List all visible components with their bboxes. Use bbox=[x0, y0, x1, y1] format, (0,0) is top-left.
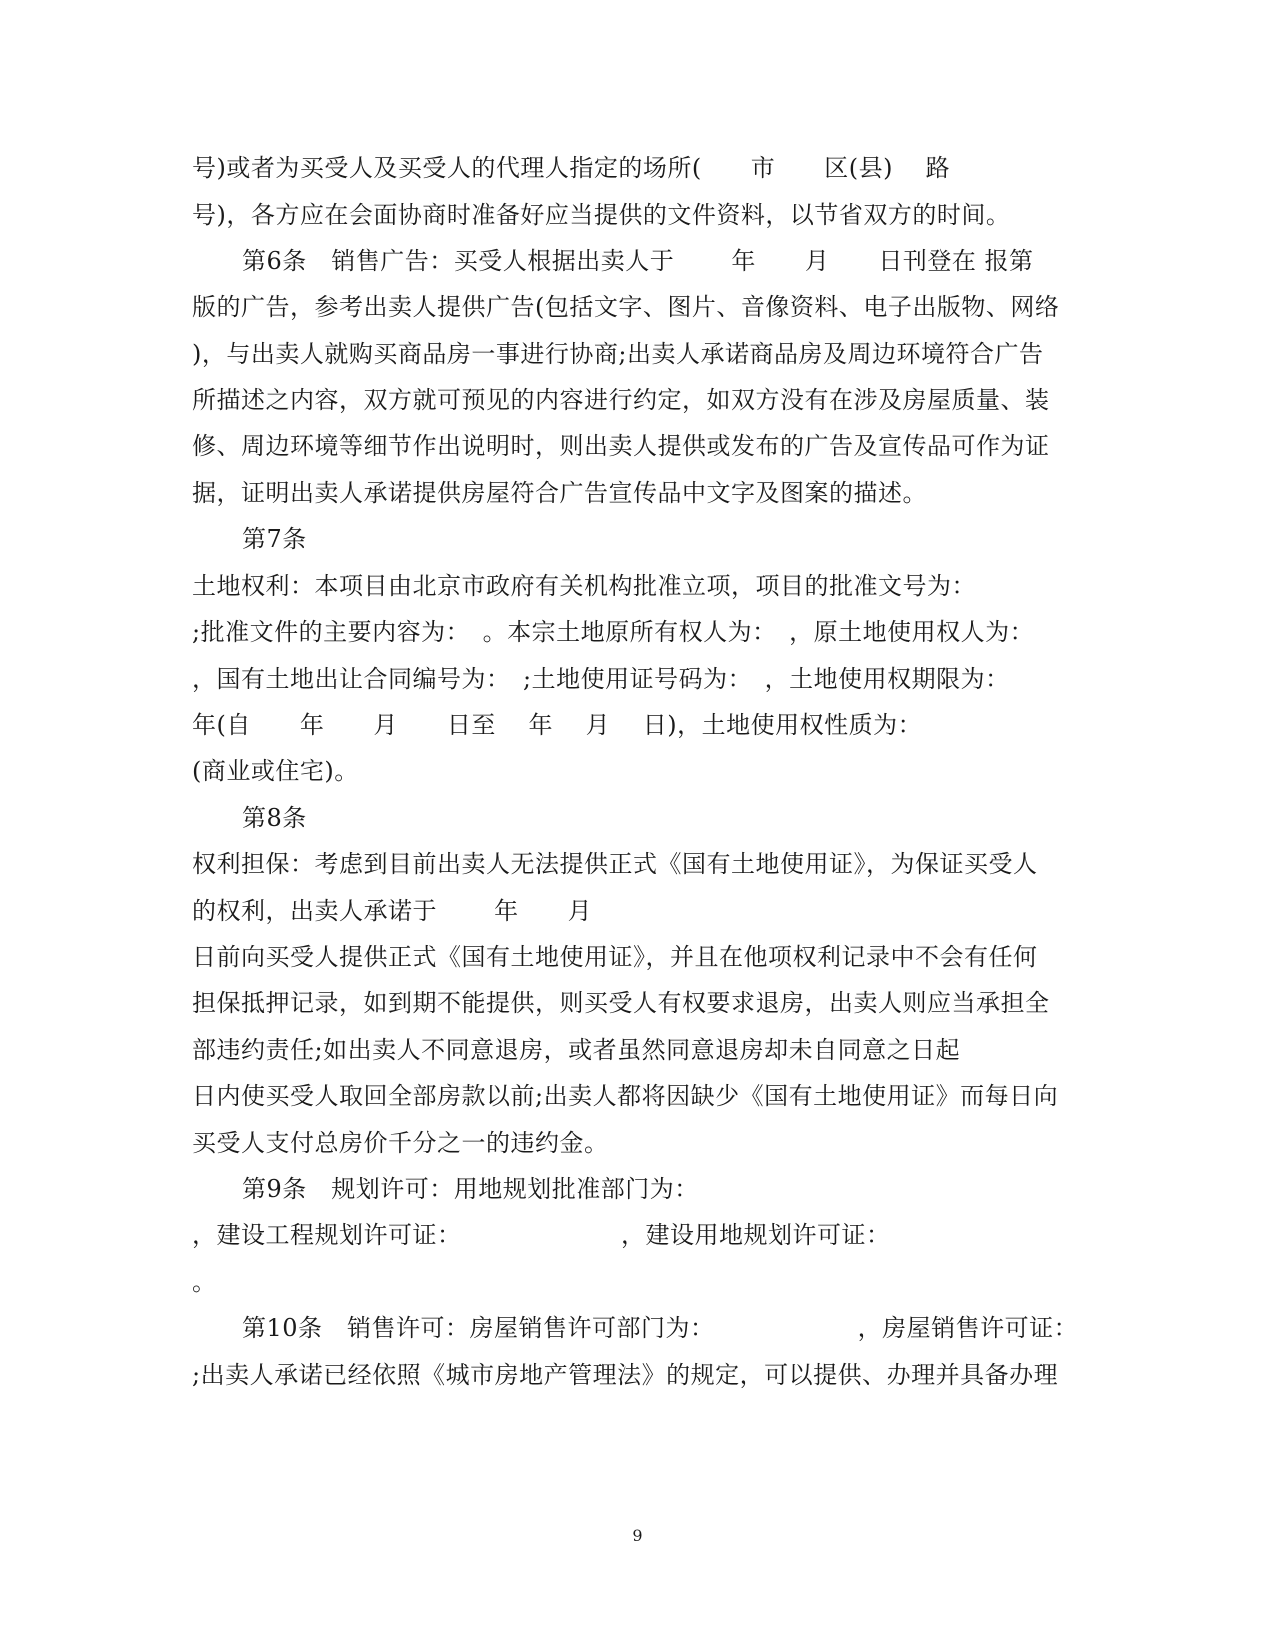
text-line: ;批准文件的主要内容为： 。本宗土地原所有权人为： ，原土地使用权人为： bbox=[192, 618, 1035, 646]
article-8-heading: 第8条 bbox=[242, 804, 307, 832]
article-10-heading-line: 第10条 销售许可：房屋销售许可部门为： ，房屋销售许可证： bbox=[242, 1314, 1079, 1342]
text-line: ，建设工程规划许可证： ，建设用地规划许可证： bbox=[192, 1221, 891, 1249]
text-line: ;出卖人承诺已经依照《城市房地产管理法》的规定，可以提供、办理并具备办理 bbox=[192, 1361, 1059, 1389]
text-line: )，与出卖人就购买商品房一事进行协商;出卖人承诺商品房及周边环境符合广告 bbox=[192, 340, 1044, 368]
text-line: 土地权利：本项目由北京市政府有关机构批准立项，项目的批准文号为： bbox=[192, 572, 976, 600]
text-line: 权利担保：考虑到目前出卖人无法提供正式《国有土地使用证》，为保证买受人 bbox=[192, 850, 1038, 878]
text-line: 修、周边环境等细节作出说明时，则出卖人提供或发布的广告及宣传品可作为证 bbox=[192, 432, 1050, 460]
text-line: 日内使买受人取回全部房款以前;出卖人都将因缺少《国有土地使用证》而每日向 bbox=[192, 1082, 1059, 1110]
text-line: 号)或者为买受人及买受人的代理人指定的场所( 市 区(县) 路 bbox=[192, 154, 951, 182]
text-line: 。 bbox=[192, 1268, 217, 1296]
text-line: 担保抵押记录，如到期不能提供，则买受人有权要求退房，出卖人则应当承担全 bbox=[192, 989, 1050, 1017]
text-line: 的权利，出卖人承诺于 年 月 bbox=[192, 897, 593, 925]
text-line: 日前向买受人提供正式《国有土地使用证》，并且在他项权利记录中不会有任何 bbox=[192, 943, 1038, 971]
text-line: 据，证明出卖人承诺提供房屋符合广告宣传品中文字及图案的描述。 bbox=[192, 479, 927, 507]
article-9-heading-line: 第9条 规划许可：用地规划批准部门为： bbox=[242, 1175, 699, 1203]
text-line: 版的广告，参考出卖人提供广告(包括文字、图片、音像资料、电子出版物、网络 bbox=[192, 293, 1060, 321]
article-7-heading: 第7条 bbox=[242, 525, 307, 553]
page-number: 9 bbox=[632, 1526, 643, 1545]
text-line: 号)，各方应在会面协商时准备好应当提供的文件资料，以节省双方的时间。 bbox=[192, 201, 1011, 229]
article-6-heading-line: 第6条 销售广告：买受人根据出卖人于 年 月 日刊登在 报第 bbox=[242, 247, 1034, 275]
text-line: 年(自 年 月 日至 年 月 日)，土地使用权性质为： bbox=[192, 711, 923, 739]
text-line: 买受人支付总房价千分之一的违约金。 bbox=[192, 1129, 609, 1157]
text-line: 部违约责任;如出卖人不同意退房，或者虽然同意退房却未自同意之日起 bbox=[192, 1036, 961, 1064]
text-line: 所描述之内容，双方就可预见的内容进行约定，如双方没有在涉及房屋质量、装 bbox=[192, 386, 1050, 414]
text-line: ，国有土地出让合同编号为： ;土地使用证号码为： ，土地使用权期限为： bbox=[192, 665, 1010, 693]
text-line: (商业或住宅)。 bbox=[192, 757, 359, 785]
